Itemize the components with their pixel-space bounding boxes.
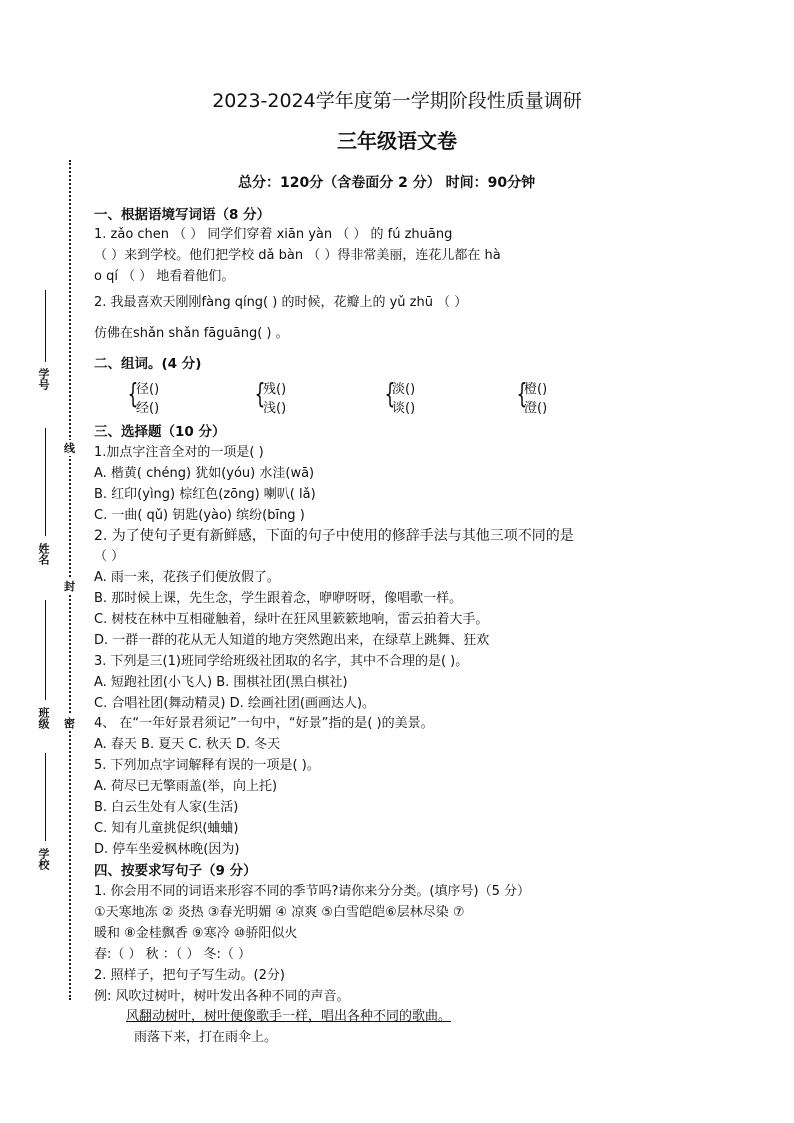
s4-example-answer: 风翻动树叶，树叶便像歌手一样，唱出各种不同的歌曲。 xyxy=(126,1009,452,1024)
s3-line: 2. 为了使句子更有新鲜感，下面的句子中使用的修辞手法与其他三项不同的是 xyxy=(94,528,574,544)
s3-line: 1.加点字注音全对的一项是( ) xyxy=(94,445,264,460)
section-2-heading: 二、组词。(4 分) xyxy=(94,356,202,372)
exam-subtitle: 三年级语文卷 xyxy=(337,129,457,153)
s1-line-3: o qí （ ） 地看着他们。 xyxy=(94,269,235,284)
s3-line: A. 荷尽已无擎雨盖(举，向上托) xyxy=(94,779,278,794)
s3-line: 3. 下列是三(1)班同学给班级社团取的名字，其中不合理的是( )。 xyxy=(94,654,469,669)
word-group-4-b: 澄() xyxy=(524,401,548,416)
s3-line: 4、 在“一年好景君须记”一句中，“好景”指的是( )的美景。 xyxy=(94,716,434,731)
s4-line-4: 春:（ ） 秋 ：（ ） 冬:（ ） xyxy=(94,947,252,962)
field-label-name: 姓名 xyxy=(37,543,50,565)
brace-icon: { xyxy=(127,377,139,410)
section-1-heading: 一、根据语境写词语（8 分） xyxy=(94,207,271,223)
field-line-class[interactable] xyxy=(45,600,46,700)
s3-line: （ ） xyxy=(94,549,125,564)
s4-prompt: 雨落下来，打在雨伞上。 xyxy=(134,1030,278,1045)
s3-line: B. 红印(yìng) 棕红色(zōng) 喇叭( lǎ) xyxy=(94,487,316,502)
s3-line: C. 合唱社团(舞动精灵) D. 绘画社团(画画达人)。 xyxy=(94,696,376,711)
s1-line-2: （ ）来到学校。他们把学校 dǎ bàn （ ）得非常美丽，连花儿都在 hà xyxy=(94,248,501,263)
word-group-3-b: 谈() xyxy=(392,401,416,416)
s4-line-3: 暖和 ⑧金桂飘香 ⑨寒冷 ⑩骄阳似火 xyxy=(94,926,298,941)
s3-line: D. 停车坐爱枫林晚(因为) xyxy=(94,842,240,857)
seal-mark-line: 线 xyxy=(64,442,75,455)
field-label-class: 班级 xyxy=(37,707,50,729)
word-group-2-b: 浅() xyxy=(263,401,287,416)
section-4-heading: 四、按要求写句子（9 分） xyxy=(94,863,257,879)
brace-icon: { xyxy=(384,377,396,410)
word-group-1-a: 径() xyxy=(136,382,160,397)
exam-meta: 总分：120分（含卷面分 2 分） 时间：90分钟 xyxy=(238,175,536,191)
seal-mark-seal: 封 xyxy=(64,580,75,593)
s4-example: 例: 风吹过树叶，树叶发出各种不同的声音。 xyxy=(94,989,350,1004)
s1-line-5: 仿佛在shǎn shǎn fāguāng( ) 。 xyxy=(94,326,289,341)
section-3-heading: 三、选择题（10 分） xyxy=(94,424,226,440)
word-group-1-b: 经() xyxy=(136,401,160,416)
seal-mark-secret: 密 xyxy=(64,717,75,730)
s4-line-2: ①天寒地冻 ② 炎热 ③春光明媚 ④ 凉爽 ⑤白雪皑皑⑥层林尽染 ⑦ xyxy=(94,905,465,920)
s1-line-4: 2. 我最喜欢天刚刚fàng qíng( ) 的时候，花瓣上的 yǔ zhū （ ） xyxy=(94,295,468,310)
s3-line: A. 短跑社团(小飞人) B. 围棋社团(黑白棋社) xyxy=(94,675,348,690)
s3-line: C. 知有儿童挑促织(蛐蛐) xyxy=(94,821,239,836)
exam-title: 2023-2024学年度第一学期阶段性质量调研 xyxy=(212,90,582,112)
brace-icon: { xyxy=(516,377,528,410)
field-line-school[interactable] xyxy=(45,753,46,841)
word-group-4-a: 橙() xyxy=(524,382,548,397)
s1-line-1: 1. zǎo chen （ ） 同学们穿着 xiān yàn （ ） 的 fú zhuāng xyxy=(94,227,453,242)
field-line-name[interactable] xyxy=(45,428,46,536)
s3-line: B. 白云生处有人家(生活) xyxy=(94,800,239,815)
s4-line-1: 1. 你会用不同的词语来形容不同的季节吗?请你来分分类。(填序号)（5 分） xyxy=(94,884,530,899)
field-line-student-id[interactable] xyxy=(45,290,46,362)
brace-icon: { xyxy=(254,377,266,410)
s3-line: A. 雨一来，花孩子们便放假了。 xyxy=(94,570,280,585)
s3-line: D. 一群一群的花从无人知道的地方突然跑出来，在绿草上跳舞、狂欢 xyxy=(94,633,490,648)
s4-line-5: 2. 照样子，把句子写生动。(2分) xyxy=(94,968,285,983)
field-label-school: 学校 xyxy=(37,848,50,870)
s3-line: A. 春天 B. 夏天 C. 秋天 D. 冬天 xyxy=(94,737,281,752)
word-group-2-a: 残() xyxy=(263,382,287,397)
s3-line: C. 一曲( qǔ) 钥匙(yào) 缤纷(bīng ) xyxy=(94,508,305,523)
s3-line: B. 那时候上课，先生念，学生跟着念，咿咿呀呀，像唱歌一样。 xyxy=(94,591,463,606)
s3-line: 5. 下列加点字词解释有误的一项是( )。 xyxy=(94,758,320,773)
field-label-student-id: 学号 xyxy=(37,368,50,390)
word-group-3-a: 淡() xyxy=(392,382,416,397)
s3-line: C. 树枝在林中互相碰触着，绿叶在狂风里簌簌地响，雷云拍着大手。 xyxy=(94,612,489,627)
s3-line: A. 楷黄( chéng) 犹如(yóu) 水洼(wā) xyxy=(94,466,315,481)
